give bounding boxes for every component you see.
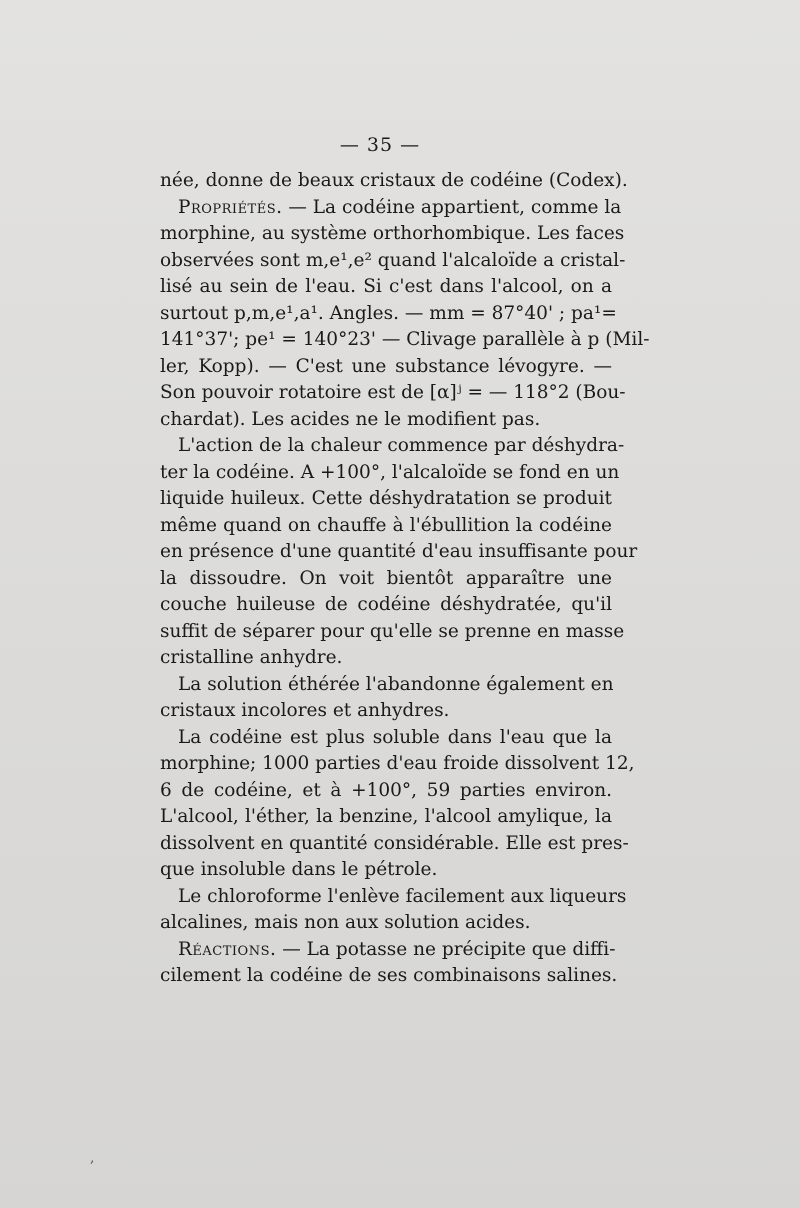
text-line — [160, 274, 612, 301]
text-line — [160, 751, 635, 778]
line-text: surtout p,m,e¹,a¹. Angles. — mm = 87°40' ; pa¹= — [160, 302, 617, 324]
line-text: La codéine est plus soluble dans l'eau que la — [178, 726, 612, 748]
line-text: chardat). Les acides ne le modifient pas. — [160, 408, 541, 430]
text-line — [160, 195, 622, 222]
line-text: morphine, au système orthorhombique. Les faces — [160, 223, 625, 244]
stray-mark: , — [90, 1150, 95, 1166]
text-line — [160, 354, 612, 381]
line-text: morphine; 1000 parties d'eau froide dissolvent 12, — [160, 753, 635, 774]
text-line — [160, 513, 612, 540]
line-text: — La codéine appartient, comme la — [282, 196, 622, 218]
line-text: liquide huileux. Cette déshydratation se produit — [160, 488, 612, 509]
line-text: suffit de séparer pour qu'elle se prenne en masse — [160, 620, 625, 642]
text-line — [160, 380, 626, 407]
text-line — [160, 433, 625, 460]
text-line — [160, 804, 612, 831]
text-line — [160, 698, 612, 725]
line-text: alcalines, mais non aux solution acides. — [160, 912, 531, 933]
text-line — [160, 963, 618, 990]
text-line — [160, 327, 650, 354]
line-text: cilement la codéine de ses combinaisons salines. — [160, 965, 618, 986]
text-line — [160, 619, 625, 646]
line-text: Son pouvoir rotatoire est de [α]ʲ = — 118°2 (Bou- — [160, 382, 626, 403]
section-heading: Propriétés. — [178, 196, 283, 218]
line-text: — La potasse ne précipite que diffi- — [276, 938, 616, 960]
text-line — [160, 539, 638, 566]
line-text: même quand on chauffe à l'ébullition la codéine — [160, 514, 612, 536]
line-text: La solution éthérée l'abandonne également en — [178, 673, 614, 695]
line-text: 6 de codéine, et à +100°, 59 parties environ. — [160, 779, 612, 801]
text-line — [160, 248, 626, 275]
text-line — [160, 857, 612, 884]
text-line — [160, 592, 612, 619]
line-text: en présence d'une quantité d'eau insuffisante pour — [160, 541, 638, 562]
line-text: Le chloroforme l'enlève facilement aux liqueurs — [178, 885, 627, 907]
text-line — [160, 672, 612, 699]
line-text: cristalline anhydre. — [160, 647, 343, 668]
line-text: lisé au sein de l'eau. Si c'est dans l'alcool, on a — [160, 276, 612, 297]
line-text: couche huileuse de codéine déshydratée, qu'il — [160, 594, 612, 615]
text-line — [160, 460, 620, 487]
line-text: L'alcool, l'éther, la benzine, l'alcool amylique, la — [160, 806, 612, 827]
text-line — [160, 486, 612, 513]
body-text — [160, 168, 650, 990]
text-line — [160, 221, 625, 248]
line-text: ler, Kopp). — C'est une substance lévogyre. — — [160, 355, 612, 377]
text-line — [160, 645, 612, 672]
line-text: dissolvent en quantité considérable. Elle est pres- — [160, 832, 629, 854]
text-line — [160, 301, 617, 328]
line-text: cristaux incolores et anhydres. — [160, 700, 450, 721]
text-line — [160, 937, 616, 964]
text-line — [160, 778, 612, 805]
text-line — [160, 725, 612, 752]
text-line — [160, 407, 612, 434]
line-text: que insoluble dans le pétrole. — [160, 859, 438, 880]
line-text: née, donne de beaux cristaux de codéine (Codex). — [160, 170, 628, 191]
section-heading: Réactions. — [178, 938, 277, 960]
text-line — [160, 566, 612, 593]
text-line — [160, 168, 628, 195]
text-line — [160, 910, 612, 937]
line-text: observées sont m,e¹,e² quand l'alcaloïde a cristal- — [160, 249, 626, 271]
text-line — [160, 831, 629, 858]
line-text: 141°37'; pe¹ = 140°23' — Clivage parallèle à p (Mil- — [160, 329, 650, 350]
line-text: ter la codéine. A +100°, l'alcaloïde se fond en un — [160, 461, 620, 483]
line-text: L'action de la chaleur commence par déshydra- — [178, 435, 625, 456]
page-number: — 35 — — [339, 134, 421, 156]
line-text: la dissoudre. On voit bientôt apparaître une — [160, 567, 612, 589]
text-line — [160, 884, 627, 911]
